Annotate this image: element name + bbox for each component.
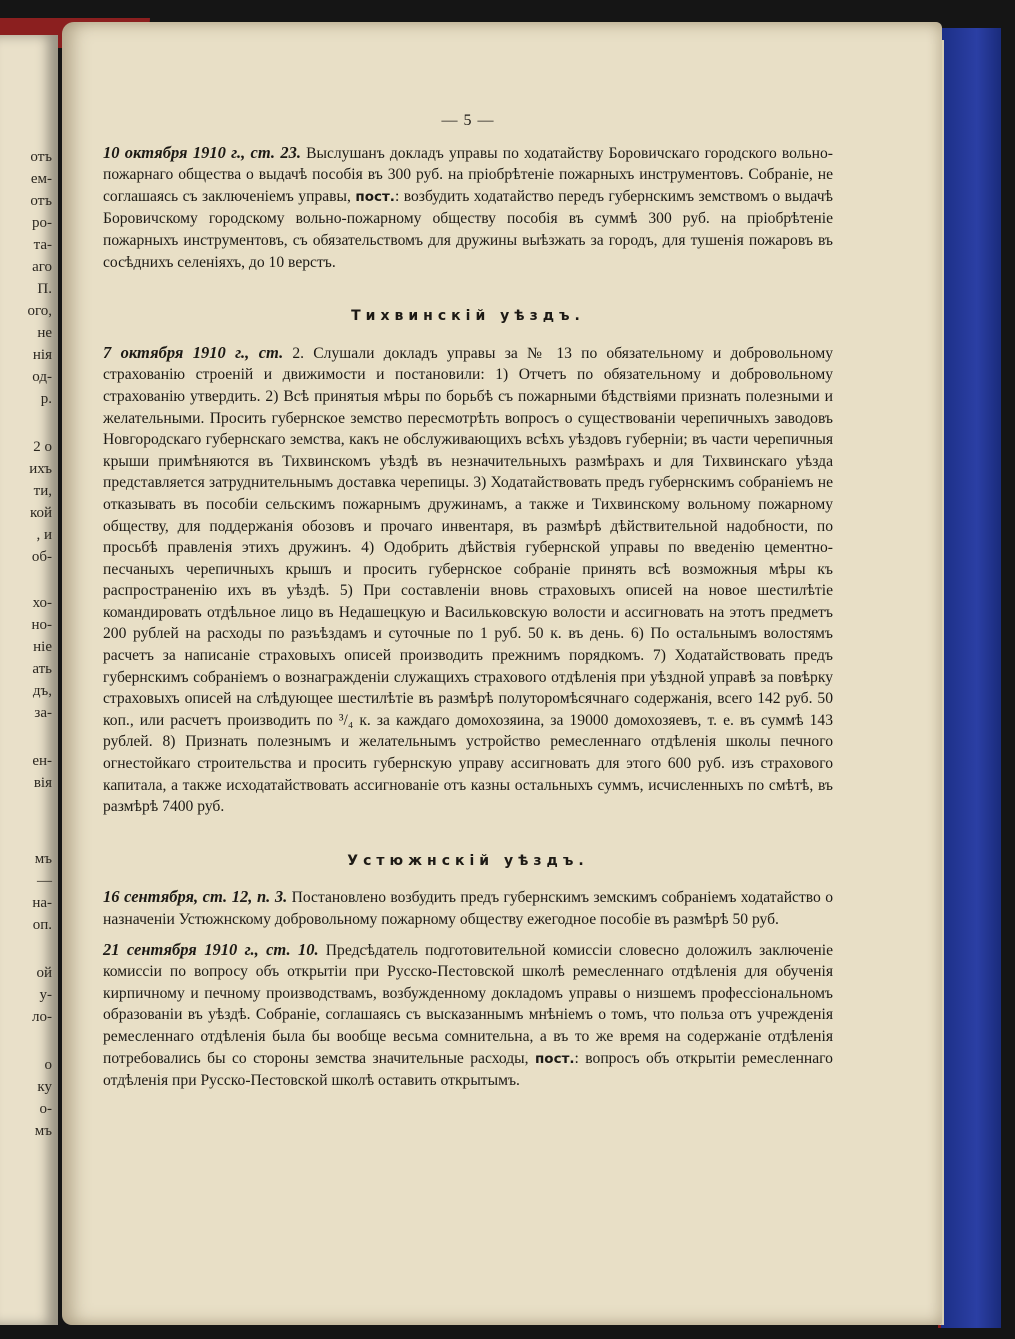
left-page-fragment: ого, <box>27 303 52 319</box>
paragraph-ustyuzhna-2: 21 сентября 1910 г., ст. 10. Предсѣдатель подготовительной комиссіи словесно доложилъ заключеніе комиссіи по вопросу объ открытіи при Русско-Пестовской школѣ ремесленнаго отдѣленія для обученія кирпичному и печному производствамъ, возбужденному докладомъ управы о низшемъ профессіональномъ образованіи въ уѣздѣ. Собраніе, соглашаясь съ высказаннымъ мнѣніемъ о томъ, что польза отъ учрежденія ремесленнаго отдѣленія была бы вообще весьма сомнительна, а въ то же время на содержаніе отдѣленія потребовались бы со стороны земства значительные расходы, пост.: вопросъ объ открытіи ремесленнаго отдѣленія при Русско-Пестовской школѣ оставить открытымъ. <box>103 939 833 1090</box>
left-page-fragment: ен- <box>32 753 52 769</box>
left-page-fragment: на- <box>32 895 52 911</box>
left-page-fragment: вія <box>33 775 52 791</box>
decision-mark: пост. <box>355 188 395 205</box>
section-heading-tikhvin: Тихвинскій уѣздъ. <box>351 308 585 325</box>
paragraph-tikhvin: 7 октября 1910 г., ст. 2. Слушали докладъ управы за № 13 по обязательному и добровольному страхованію строеній и движимости и постановили: 1) Отчетъ по обязательному и добровольному страхованію утвердить. 2) Всѣ принятыя мѣры по борьбѣ съ пожарными бѣдствіями признать полезными и желательными. Просить губернское земство пересмотрѣть вопросъ о существованіи черепичныхъ заводовъ Новгородскаго губернскаго земства, какъ не обслуживающихъ всѣхъ уѣздовъ губерніи; въ части черепичныя крыши примѣняются въ Тихвинскомъ уѣздѣ въ незначительныхъ размѣрахъ и для Тихвинскаго уѣзда представляется затруднительнымъ доставка черепицы. 3) Ходатайствовать предъ губернскимъ собраніемъ не отказывать въ пособіи сельскимъ пожарнымъ дружинамъ, а также и Тихвинскому вольному пожарному обществу, для поддержанія обозовъ и прочаго инвентаря, въ размѣрѣ дѣйствительной надобности, по просьбѣ правленія этихъ дружинъ. 4) Одобрить дѣйствія губернской управы по введенію цементно-песчаныхъ черепичныхъ крышъ и просить губернское собраніе принять всѣ возможныя мѣры къ распространенію ихъ въ уѣздѣ. 5) При составленіи вновь страховыхъ описей на новое шестилѣтіе командировать отдѣльное лицо въ Недашецкую и Васильковскую волости и ассигновать на этотъ предметъ 200 рублей на расходы по разъѣздамъ и суточные по 1 руб. 50 к. въ день. 6) По остальнымъ волостямъ расчетъ за написаніе страховыхъ описей производить прежнимъ порядкомъ. 7) Ходатайствовать предъ губернскимъ собраніемъ о вознагражденіи служащихъ страхового отдѣленія при уѣздной управѣ за повѣрку страховыхъ описей на слѣдующее шестилѣтіе въ размѣрѣ полуторомѣсячнаго содержанія, всего 142 руб. 50 коп., или расчетъ производить по ³/₄ к. за каждаго домохозяина, за 19000 домохозяевъ, т. е. въ суммѣ 143 рублей. 8) Признать полезнымъ и желательнымъ устройство ремесленнаго отдѣленія школы печного огнестойкаго строительства и просить губернскую управу ассигновать для этого 600 руб. изъ страхового капитала, а также исходатайствовать ассигнованіе отъ казны остальныхъ суммъ, исчисленныхъ по смѣтѣ, въ размѣрѣ 7400 руб. <box>103 342 833 816</box>
left-page-fragment: ихъ <box>29 461 52 477</box>
decision-mark: пост. <box>534 1050 575 1067</box>
left-page-fragment: П. <box>37 281 52 297</box>
left-page <box>0 35 58 1325</box>
left-page-fragment: ро- <box>32 215 52 231</box>
left-page-fragment: дъ, <box>32 683 52 699</box>
section-heading-ustyuzhna: Устюжнскій уѣздъ. <box>347 852 589 869</box>
book-cover <box>938 28 1001 1328</box>
page-number: — 5 — <box>441 112 495 129</box>
left-page-fragment: ти, <box>33 483 52 499</box>
left-page-fragment: ніе <box>33 639 52 655</box>
left-page-fragment: оп. <box>32 917 52 933</box>
left-page-fragment: о- <box>39 1101 52 1117</box>
left-page-fragment: ем- <box>30 171 52 187</box>
left-page-fragment: р. <box>40 391 52 407</box>
left-page-fragment: кой <box>29 505 52 521</box>
left-page-fragment: за- <box>34 705 52 721</box>
left-page-fragment: од- <box>32 369 52 385</box>
left-page-fragment: отъ <box>30 149 52 165</box>
left-page-fragment: — <box>37 873 52 889</box>
left-page-fragment: мъ <box>34 1123 52 1139</box>
left-page-fragment: нія <box>32 347 52 363</box>
left-page-fragment: ло- <box>32 1009 52 1025</box>
entry-date: 10 октября 1910 г., ст. 23. <box>103 142 301 162</box>
left-page-fragment: 2 о <box>33 439 52 455</box>
left-page-fragment: ать <box>32 661 52 677</box>
paragraph-borovichi: 10 октября 1910 г., ст. 23. Выслушанъ докладъ управы по ходатайству Боровичскаго городского вольно-пожарнаго общества о выдачѣ пособія въ 300 руб. на пріобрѣтеніе пожарныхъ инструментовъ. Собраніе, не соглашаясь съ заключеніемъ управы, пост.: возбудить ходатайство передъ губернскимъ земствомъ о выдачѣ Боровичскому городскому вольно-пожарному обществу пособія въ суммѣ 300 руб. на пріобрѣтеніе пожарныхъ инструментовъ, съ обязательствомъ для дружины выѣзжать за городъ, для тушенія пожаровъ въ сосѣднихъ селеніяхъ, до 10 верстъ. <box>103 142 833 271</box>
left-page-fragment: об- <box>31 549 52 565</box>
left-page-fragment: , и <box>36 527 52 543</box>
left-page-fragment: но- <box>31 617 52 633</box>
page-text <box>103 110 833 1092</box>
left-page-fragment: не <box>37 325 52 341</box>
entry-date: 7 октября 1910 г., ст. <box>103 342 284 362</box>
left-page-fragment: аго <box>32 259 52 275</box>
entry-date: 21 сентября 1910 г., ст. 10. <box>103 939 319 959</box>
left-page-fragment: отъ <box>30 193 52 209</box>
left-page-fragment: мъ <box>34 851 52 867</box>
left-page-fragment: ку <box>37 1079 52 1095</box>
left-page-fragment: ой <box>36 965 52 981</box>
left-page-fragment: о <box>44 1057 52 1073</box>
left-page-fragment: та- <box>33 237 52 253</box>
entry-date: 16 сентября, ст. 12, п. 3. <box>103 887 288 907</box>
left-page-fragment: у- <box>39 987 52 1003</box>
paragraph-ustyuzhna-1: 16 сентября, ст. 12, п. 3. Постановлено возбудить предъ губернскимъ земскимъ собраніемъ ходатайство о назначеніи Устюжнскому добровольному пожарному обществу ежегодное пособіе въ размѣрѣ 50 руб. <box>103 887 833 928</box>
left-page-fragment: хо- <box>32 595 52 611</box>
